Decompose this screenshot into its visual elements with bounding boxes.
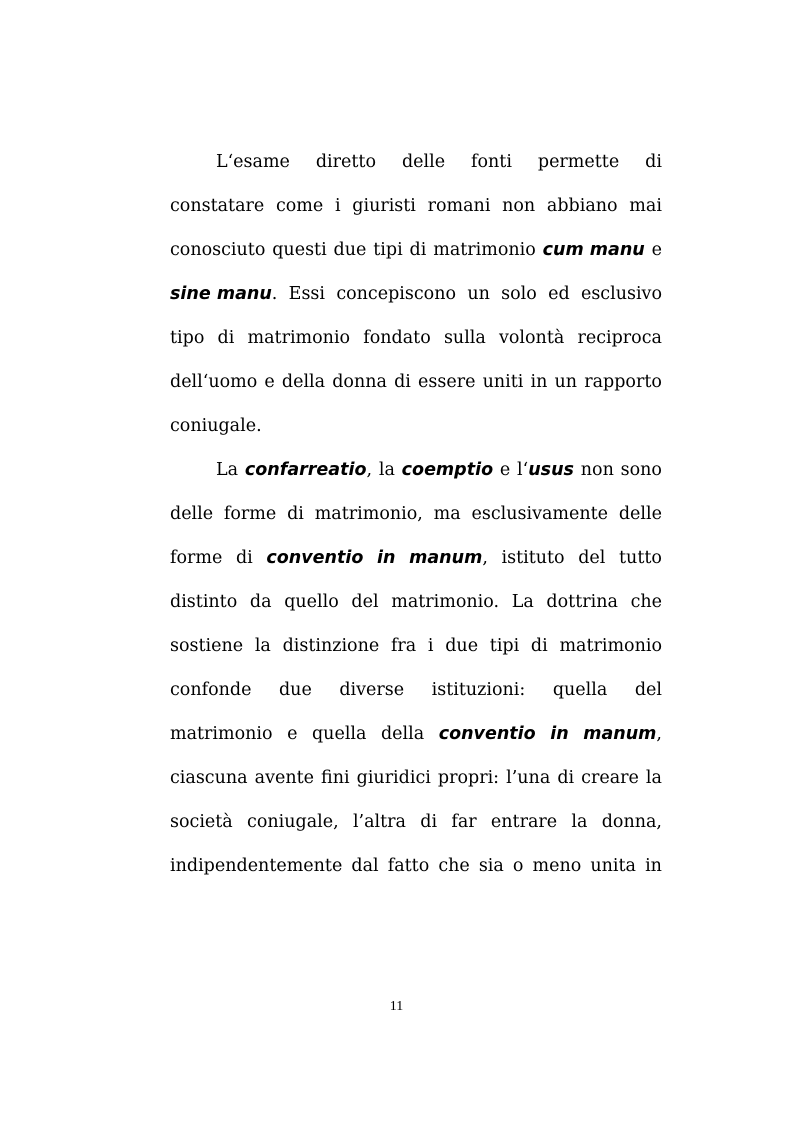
word bbox=[652, 228, 662, 272]
text-line bbox=[170, 580, 662, 624]
word-text: tutto bbox=[619, 548, 662, 568]
word bbox=[381, 712, 424, 756]
word bbox=[533, 844, 582, 888]
text-line bbox=[170, 184, 662, 228]
word-text: un bbox=[467, 284, 490, 304]
word bbox=[321, 756, 350, 800]
word-text: concepiscono bbox=[336, 284, 457, 304]
word-text: permette bbox=[537, 152, 620, 172]
word bbox=[170, 756, 248, 800]
word-text: diverse bbox=[339, 680, 405, 700]
word bbox=[428, 624, 434, 668]
italic-term bbox=[377, 536, 395, 580]
word-text: la bbox=[571, 812, 588, 832]
italic-text: confarreatio bbox=[244, 460, 367, 480]
word-text: la bbox=[378, 460, 395, 480]
word bbox=[490, 624, 519, 668]
word-text: della bbox=[380, 724, 425, 744]
word-text: esclusivamente bbox=[471, 504, 608, 524]
word bbox=[170, 492, 213, 536]
word bbox=[559, 624, 662, 668]
word bbox=[500, 448, 510, 492]
word bbox=[272, 228, 326, 272]
word bbox=[339, 668, 404, 712]
italic-text: usus bbox=[528, 460, 574, 480]
word-text: l’altra bbox=[352, 812, 406, 832]
word bbox=[170, 316, 204, 360]
italic-text: manum bbox=[409, 548, 483, 568]
word-text: esclusivo bbox=[580, 284, 662, 304]
word bbox=[289, 272, 325, 316]
word-text: quello bbox=[284, 592, 339, 612]
word-text: delle bbox=[170, 504, 214, 524]
word bbox=[287, 492, 304, 536]
word-text: di bbox=[409, 240, 427, 260]
word-text: in bbox=[530, 372, 548, 392]
word-text: di bbox=[530, 636, 548, 656]
word-text: la bbox=[254, 636, 271, 656]
word bbox=[512, 580, 534, 624]
word bbox=[248, 316, 351, 360]
word-text: ed bbox=[548, 284, 570, 304]
word bbox=[479, 844, 504, 888]
word-text: del bbox=[578, 548, 606, 568]
word-text: e bbox=[287, 724, 298, 744]
word-text: abbiano bbox=[546, 196, 618, 216]
word bbox=[491, 800, 557, 844]
italic-term bbox=[245, 448, 372, 492]
word bbox=[590, 844, 636, 888]
word-text: quella bbox=[552, 680, 608, 700]
word-text: la bbox=[645, 768, 662, 788]
word-text: meno bbox=[532, 856, 582, 876]
word-prefix: l‘ bbox=[517, 460, 529, 480]
word bbox=[581, 756, 639, 800]
word bbox=[434, 492, 461, 536]
word-text: essere bbox=[418, 372, 476, 392]
word bbox=[578, 536, 605, 580]
word bbox=[218, 316, 235, 360]
word-text: forme bbox=[170, 548, 223, 568]
word-text: di bbox=[235, 548, 253, 568]
word bbox=[513, 844, 524, 888]
word bbox=[467, 272, 490, 316]
text-line bbox=[170, 756, 662, 800]
word bbox=[433, 228, 536, 272]
word-text: creare bbox=[581, 768, 639, 788]
word-text: che bbox=[438, 856, 470, 876]
word bbox=[645, 140, 662, 184]
word-text: dell‘uomo bbox=[170, 372, 258, 392]
word-text: entrare bbox=[490, 812, 558, 832]
word-text: avente bbox=[254, 768, 314, 788]
text-line bbox=[170, 800, 662, 844]
word bbox=[432, 668, 526, 712]
word bbox=[602, 800, 662, 844]
word-text: indipendentemente bbox=[170, 856, 343, 876]
word-text: sulla bbox=[443, 328, 486, 348]
word-text: giuristi bbox=[352, 196, 416, 216]
word-text: e bbox=[264, 372, 275, 392]
word-suffix: , bbox=[366, 460, 373, 480]
italic-term bbox=[409, 536, 488, 580]
word-text: di bbox=[217, 328, 235, 348]
italic-term bbox=[583, 712, 662, 756]
word bbox=[357, 756, 431, 800]
word-text: matrimonio bbox=[247, 328, 351, 348]
text-line bbox=[170, 228, 662, 272]
word bbox=[351, 844, 378, 888]
word bbox=[247, 800, 339, 844]
word bbox=[276, 184, 323, 228]
word bbox=[379, 448, 395, 492]
word bbox=[471, 140, 512, 184]
word-text: delle bbox=[618, 504, 662, 524]
word bbox=[546, 580, 617, 624]
word bbox=[428, 184, 491, 228]
word-text: istituto bbox=[501, 548, 565, 568]
word-text: questi bbox=[272, 240, 327, 260]
italic-text: sine manu bbox=[170, 284, 272, 304]
word bbox=[471, 492, 608, 536]
word-text: matrimonio. bbox=[391, 592, 500, 612]
word bbox=[621, 448, 662, 492]
word-text: dottrina bbox=[546, 592, 618, 612]
word bbox=[629, 184, 662, 228]
word-text: La bbox=[511, 592, 534, 612]
word bbox=[255, 756, 314, 800]
italic-text: conventio bbox=[438, 724, 536, 744]
body-text bbox=[170, 140, 662, 888]
word-text: due bbox=[445, 636, 479, 656]
text-line bbox=[170, 140, 662, 184]
word bbox=[373, 228, 402, 272]
italic-text: coemptio bbox=[401, 460, 494, 480]
word bbox=[170, 844, 342, 888]
word-text: rapporto bbox=[584, 372, 662, 392]
word-text: del bbox=[351, 592, 379, 612]
word bbox=[388, 844, 430, 888]
word-text: matrimonio, bbox=[314, 504, 423, 524]
word bbox=[557, 756, 574, 800]
word bbox=[584, 360, 662, 404]
word bbox=[170, 624, 243, 668]
text-line bbox=[170, 448, 662, 492]
word bbox=[451, 800, 476, 844]
word bbox=[547, 184, 618, 228]
word bbox=[170, 360, 257, 404]
word-text: giuridici bbox=[356, 768, 431, 788]
italic-text: conventio bbox=[266, 548, 364, 568]
page-number: 11 bbox=[389, 999, 404, 1014]
italic-term bbox=[543, 228, 645, 272]
word bbox=[645, 844, 662, 888]
word bbox=[282, 360, 325, 404]
word bbox=[353, 800, 406, 844]
word-text: e bbox=[499, 460, 511, 480]
word bbox=[170, 800, 233, 844]
word bbox=[250, 580, 272, 624]
word bbox=[283, 624, 380, 668]
word bbox=[483, 360, 524, 404]
italic-term bbox=[517, 448, 574, 492]
word bbox=[312, 712, 366, 756]
word-text: diretto bbox=[315, 152, 376, 172]
word bbox=[284, 580, 339, 624]
word bbox=[418, 360, 475, 404]
word-text: un bbox=[554, 372, 578, 392]
text-line bbox=[170, 624, 662, 668]
text-line bbox=[170, 492, 662, 536]
word bbox=[581, 272, 662, 316]
word-text: mai bbox=[629, 196, 662, 216]
word-suffix: . bbox=[271, 284, 278, 304]
word-text: matrimonio bbox=[559, 636, 662, 656]
word bbox=[445, 624, 478, 668]
word bbox=[571, 800, 587, 844]
word bbox=[501, 272, 537, 316]
word bbox=[336, 272, 456, 316]
word-text: i bbox=[334, 196, 341, 216]
word-text: della bbox=[281, 372, 326, 392]
word-suffix: , bbox=[656, 724, 662, 744]
word bbox=[170, 228, 265, 272]
word bbox=[264, 360, 274, 404]
word-text: fatto bbox=[387, 856, 430, 876]
word-text: fra bbox=[390, 636, 417, 656]
word bbox=[351, 580, 378, 624]
word-text: constatare bbox=[170, 196, 265, 216]
text-line bbox=[170, 272, 662, 316]
text-line bbox=[170, 536, 662, 580]
word-text: di bbox=[394, 372, 411, 392]
word-text: di bbox=[287, 504, 304, 524]
word-text: non bbox=[580, 460, 614, 480]
word bbox=[332, 360, 387, 404]
word-text: tipo bbox=[170, 328, 205, 348]
word-text: o bbox=[512, 856, 524, 876]
word bbox=[438, 844, 469, 888]
word-text: due bbox=[278, 680, 312, 700]
word bbox=[170, 580, 237, 624]
word bbox=[224, 492, 276, 536]
word bbox=[553, 668, 607, 712]
word-text: di bbox=[557, 768, 575, 788]
word bbox=[236, 536, 253, 580]
text-line bbox=[170, 712, 662, 756]
word bbox=[410, 228, 427, 272]
word bbox=[315, 492, 423, 536]
word-text: forme bbox=[223, 504, 277, 524]
word-text: confonde bbox=[170, 680, 252, 700]
word bbox=[287, 712, 297, 756]
text-line bbox=[170, 844, 662, 888]
word-text: propri: bbox=[437, 768, 500, 788]
word-suffix: , bbox=[482, 548, 488, 568]
word bbox=[391, 580, 499, 624]
word-text: Essi bbox=[288, 284, 326, 304]
word-text: di bbox=[420, 812, 438, 832]
word-text: donna, bbox=[601, 812, 662, 832]
word-text: società bbox=[170, 812, 233, 832]
word bbox=[581, 448, 614, 492]
word-text: romani bbox=[427, 196, 491, 216]
word-text: sono bbox=[620, 460, 662, 480]
word-text: sia bbox=[478, 856, 504, 876]
italic-term bbox=[439, 712, 536, 756]
word-text: coniugale. bbox=[170, 416, 262, 436]
word-text: reciproca bbox=[577, 328, 662, 348]
italic-text: in bbox=[550, 724, 569, 744]
word bbox=[577, 316, 661, 360]
word bbox=[499, 316, 564, 360]
word-text: La bbox=[216, 460, 239, 480]
word-text: e bbox=[651, 240, 662, 260]
word bbox=[279, 668, 312, 712]
word bbox=[438, 756, 499, 800]
italic-term bbox=[402, 448, 493, 492]
word bbox=[646, 756, 662, 800]
word bbox=[335, 184, 341, 228]
word-text: fondato bbox=[363, 328, 431, 348]
word bbox=[170, 712, 273, 756]
word bbox=[352, 184, 416, 228]
word bbox=[363, 316, 431, 360]
word-text: da bbox=[249, 592, 272, 612]
word-text: in bbox=[645, 856, 662, 876]
word-text: del bbox=[634, 680, 662, 700]
word bbox=[170, 536, 222, 580]
word-text: donna bbox=[332, 372, 387, 392]
italic-text: manum bbox=[583, 724, 657, 744]
word bbox=[555, 360, 578, 404]
word bbox=[444, 316, 486, 360]
word-text: fini bbox=[321, 768, 350, 788]
word bbox=[402, 140, 445, 184]
word-text: non bbox=[502, 196, 536, 216]
word-text: tipi bbox=[373, 240, 403, 260]
italic-text: cum manu bbox=[542, 240, 645, 260]
word bbox=[420, 800, 437, 844]
word-text: come bbox=[275, 196, 324, 216]
word-text: uniti bbox=[482, 372, 524, 392]
word-text: quella bbox=[311, 724, 367, 744]
word-text: due bbox=[333, 240, 367, 260]
word-text: tipi bbox=[489, 636, 520, 656]
word bbox=[531, 360, 548, 404]
word-text: fonti bbox=[471, 152, 512, 172]
word-text: L‘esame bbox=[216, 152, 290, 172]
word-text: volontà bbox=[499, 328, 565, 348]
text-line bbox=[170, 360, 662, 404]
word bbox=[631, 580, 662, 624]
word bbox=[538, 140, 619, 184]
word-text: unita bbox=[590, 856, 636, 876]
word-text: ciascuna bbox=[170, 768, 248, 788]
word-text: di bbox=[645, 152, 662, 172]
text-line bbox=[170, 404, 662, 448]
word bbox=[635, 668, 662, 712]
word-text: istituzioni: bbox=[431, 680, 526, 700]
word-text: conosciuto bbox=[170, 240, 266, 260]
word-text: solo bbox=[501, 284, 537, 304]
word bbox=[531, 624, 548, 668]
word-text: che bbox=[630, 592, 662, 612]
word-text: dal bbox=[351, 856, 379, 876]
word-text: distinzione bbox=[282, 636, 380, 656]
word bbox=[502, 536, 565, 580]
word bbox=[170, 184, 264, 228]
text-line bbox=[170, 316, 662, 360]
word-text: coniugale, bbox=[247, 812, 339, 832]
word bbox=[255, 624, 271, 668]
word-text: l’una bbox=[506, 768, 551, 788]
word bbox=[394, 360, 411, 404]
word-text: sostiene bbox=[170, 636, 244, 656]
word bbox=[170, 668, 251, 712]
italic-term bbox=[550, 712, 568, 756]
word bbox=[316, 140, 376, 184]
italic-term bbox=[170, 272, 277, 316]
italic-text: in bbox=[377, 548, 396, 568]
word bbox=[170, 416, 262, 436]
word-text: i bbox=[427, 636, 434, 656]
word bbox=[216, 448, 238, 492]
text-line bbox=[170, 668, 662, 712]
word bbox=[506, 756, 550, 800]
word-text: matrimonio bbox=[433, 240, 536, 260]
word-text: ma bbox=[433, 504, 461, 524]
word bbox=[502, 184, 535, 228]
word bbox=[619, 536, 662, 580]
italic-term bbox=[266, 536, 363, 580]
word bbox=[548, 272, 570, 316]
word-text: matrimonio bbox=[170, 724, 273, 744]
word-text: distinto bbox=[170, 592, 238, 612]
word bbox=[391, 624, 416, 668]
word bbox=[619, 492, 662, 536]
word-text: delle bbox=[401, 152, 446, 172]
word bbox=[216, 140, 290, 184]
word bbox=[334, 228, 367, 272]
word-text: far bbox=[451, 812, 477, 832]
